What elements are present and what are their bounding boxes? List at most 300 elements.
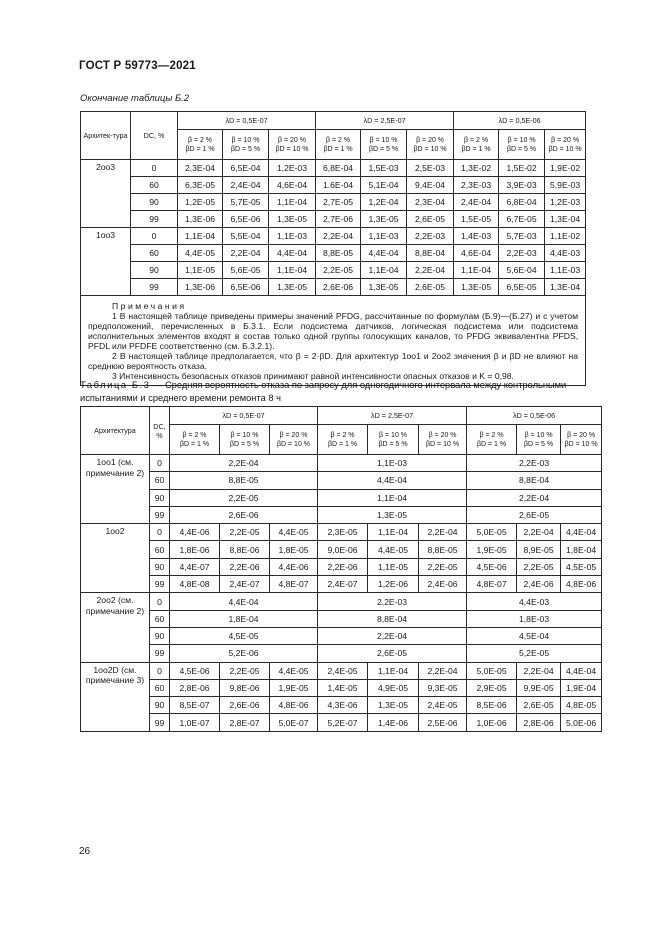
value-cell: 1,1E-05 bbox=[178, 262, 223, 279]
dc-cell: 60 bbox=[150, 541, 170, 558]
beta-header bbox=[316, 130, 361, 160]
value-cell: 1,1E-04 bbox=[269, 262, 316, 279]
dc-cell: 0 bbox=[131, 160, 178, 177]
value-cell: 9,3E-05 bbox=[419, 679, 467, 696]
value-cell: 5,5E-04 bbox=[223, 228, 269, 245]
value-cell: 2,3E-04 bbox=[178, 160, 223, 177]
value-cell: 2,2E-04 bbox=[170, 455, 318, 472]
table-row bbox=[81, 262, 586, 279]
value-cell: 1,2E-05 bbox=[178, 194, 223, 211]
dc-cell: 99 bbox=[131, 279, 178, 296]
value-cell: 1,8E-04 bbox=[561, 541, 602, 558]
table-row bbox=[81, 506, 602, 523]
value-cell: 4,4E-04 bbox=[170, 593, 318, 610]
value-cell: 6,8E-04 bbox=[316, 160, 361, 177]
value-cell: 2,4E-05 bbox=[419, 697, 467, 714]
value-cell: 4,4E-05 bbox=[178, 245, 223, 262]
beta-value: β = 20 % bbox=[416, 136, 445, 144]
value-cell: 1,1E-04 bbox=[318, 489, 467, 506]
beta-d-value: βD = 1 % bbox=[477, 440, 507, 448]
value-cell: 4,4E-07 bbox=[170, 558, 220, 575]
beta-header bbox=[223, 130, 269, 160]
value-cell: 2,2E-04 bbox=[419, 662, 467, 679]
value-cell: 2,2E-05 bbox=[316, 262, 361, 279]
value-cell: 2,2E-03 bbox=[407, 228, 454, 245]
lambda-group-header: λD = 0,5E-06 bbox=[467, 407, 602, 425]
value-cell: 6,7E-05 bbox=[499, 211, 545, 228]
value-cell: 2,4E-05 bbox=[318, 662, 368, 679]
lambda-group-header: λD = 2,5E-07 bbox=[316, 112, 454, 130]
value-cell: 2,6E-06 bbox=[316, 279, 361, 296]
table-b3-title: — Средняя вероятность отказа по запросу для одногодичного интервала между контрольными испытаниями и среднего времени ремонта 8 ч bbox=[80, 380, 567, 403]
beta-d-value: βD = 5 % bbox=[507, 145, 537, 153]
table-row bbox=[81, 679, 602, 696]
beta-header bbox=[467, 425, 517, 455]
dc-cell: 60 bbox=[150, 610, 170, 627]
table-row bbox=[81, 697, 602, 714]
value-cell: 2,2E-03 bbox=[318, 593, 467, 610]
beta-d-value: βD = 1 % bbox=[179, 440, 210, 448]
value-cell: 2,4E-07 bbox=[220, 576, 270, 593]
value-cell: 1,3E-04 bbox=[545, 211, 586, 228]
architecture-cell: 2oo3 bbox=[81, 160, 131, 228]
value-cell: 5,7E-05 bbox=[223, 194, 269, 211]
value-cell: 2,6E-05 bbox=[318, 645, 467, 662]
lambda-group-header: λD = 2,5E-07 bbox=[318, 407, 467, 425]
value-cell: 4,5E-06 bbox=[467, 558, 517, 575]
beta-d-value: βD = 10 % bbox=[277, 440, 311, 448]
value-cell: 6,3E-05 bbox=[178, 177, 223, 194]
value-cell: 2,4E-07 bbox=[318, 576, 368, 593]
value-cell: 1,1E-04 bbox=[368, 524, 419, 541]
value-cell: 1,3E-05 bbox=[368, 697, 419, 714]
value-cell: 4,4E-04 bbox=[269, 245, 316, 262]
value-cell: 3,9E-03 bbox=[499, 177, 545, 194]
beta-value: β = 2 % bbox=[182, 431, 207, 439]
beta-header bbox=[178, 130, 223, 160]
notes-row bbox=[81, 296, 586, 386]
table-row bbox=[81, 177, 586, 194]
value-cell: 4,4E-03 bbox=[545, 245, 586, 262]
dc-cell: 99 bbox=[150, 576, 170, 593]
note-2: 2 В настоящей таблице предполагается, что β = 2·βD. Для архитектур 1oo1 и 2oo2 значения β и βD не влияют на среднюю вероятность отказа. bbox=[88, 351, 579, 371]
beta-value: β = 2 % bbox=[464, 136, 489, 144]
value-cell: 2,2E-04 bbox=[316, 228, 361, 245]
value-cell: 1,3E-06 bbox=[178, 211, 223, 228]
value-cell: 5,6E-04 bbox=[499, 262, 545, 279]
value-cell: 2,6E-05 bbox=[467, 506, 602, 523]
beta-header bbox=[454, 130, 499, 160]
value-cell: 1,1E-03 bbox=[545, 262, 586, 279]
table-row bbox=[81, 524, 602, 541]
value-cell: 4,6E-04 bbox=[454, 245, 499, 262]
table-b3-caption bbox=[80, 379, 585, 404]
value-cell: 4,4E-05 bbox=[270, 662, 318, 679]
value-cell: 1,3E-02 bbox=[454, 160, 499, 177]
value-cell: 8,8E-04 bbox=[318, 610, 467, 627]
beta-d-value: βD = 1 % bbox=[327, 440, 358, 448]
beta-d-value: βD = 10 % bbox=[426, 440, 460, 448]
value-cell: 5,0E-05 bbox=[467, 524, 517, 541]
value-cell: 2,5E-03 bbox=[407, 160, 454, 177]
value-cell: 1,4E-05 bbox=[318, 679, 368, 696]
value-cell: 1,3E-05 bbox=[269, 279, 316, 296]
col-architecture-header: Архитек-тура bbox=[81, 112, 131, 160]
table-b2-end bbox=[80, 111, 586, 386]
value-cell: 2,7E-06 bbox=[316, 211, 361, 228]
value-cell: 5,0E-05 bbox=[467, 662, 517, 679]
value-cell: 5,0E-06 bbox=[561, 714, 602, 731]
value-cell: 4,4E-05 bbox=[368, 541, 419, 558]
value-cell: 2,4E-06 bbox=[517, 576, 561, 593]
value-cell: 8,8E-06 bbox=[220, 541, 270, 558]
value-cell: 2,4E-06 bbox=[419, 576, 467, 593]
value-cell: 1,2E-06 bbox=[368, 576, 419, 593]
architecture-cell: 2oo2 (см. примечание 2) bbox=[81, 593, 150, 662]
lambda-group-header: λD = 0,5E-07 bbox=[178, 112, 316, 130]
value-cell: 8,8E-05 bbox=[316, 245, 361, 262]
value-cell: 4,8E-06 bbox=[270, 697, 318, 714]
beta-d-value: βD = 1 % bbox=[461, 145, 491, 153]
table-row bbox=[81, 472, 602, 489]
value-cell: 2,6E-05 bbox=[407, 279, 454, 296]
value-cell: 1,5E-02 bbox=[499, 160, 545, 177]
value-cell: 1,8E-06 bbox=[170, 541, 220, 558]
value-cell: 1,4E-06 bbox=[368, 714, 419, 731]
value-cell: 1,5E-05 bbox=[454, 211, 499, 228]
value-cell: 4,5E-05 bbox=[170, 627, 318, 644]
value-cell: 8,5E-06 bbox=[467, 697, 517, 714]
beta-header bbox=[220, 425, 270, 455]
table-row bbox=[81, 558, 602, 575]
value-cell: 4,5E-05 bbox=[561, 558, 602, 575]
table-row bbox=[81, 662, 602, 679]
beta-header bbox=[269, 130, 316, 160]
value-cell: 1,3E-05 bbox=[361, 279, 407, 296]
dc-cell: 90 bbox=[150, 489, 170, 506]
value-cell: 1,0E-07 bbox=[170, 714, 220, 731]
value-cell: 2,2E-05 bbox=[170, 489, 318, 506]
beta-value: β = 20 % bbox=[279, 431, 308, 439]
dc-cell: 60 bbox=[131, 245, 178, 262]
value-cell: 9,9E-05 bbox=[517, 679, 561, 696]
value-cell: 2,2E-04 bbox=[517, 662, 561, 679]
value-cell: 2,3E-03 bbox=[454, 177, 499, 194]
beta-header bbox=[368, 425, 419, 455]
value-cell: 9,0E-06 bbox=[318, 541, 368, 558]
value-cell: 1,3E-05 bbox=[318, 506, 467, 523]
dc-cell: 0 bbox=[150, 524, 170, 541]
value-cell: 5,9E-03 bbox=[545, 177, 586, 194]
notes-title: Примечания bbox=[112, 301, 187, 311]
value-cell: 2,3E-05 bbox=[318, 524, 368, 541]
value-cell: 2,8E-06 bbox=[517, 714, 561, 731]
col-dc-header: DC, % bbox=[150, 407, 170, 455]
beta-value: β = 10 % bbox=[379, 431, 408, 439]
value-cell: 4,5E-06 bbox=[170, 662, 220, 679]
dc-cell: 90 bbox=[150, 558, 170, 575]
beta-d-value: βD = 10 % bbox=[413, 145, 447, 153]
dc-cell: 60 bbox=[150, 679, 170, 696]
value-cell: 6,8E-04 bbox=[499, 194, 545, 211]
value-cell: 1,1E-04 bbox=[361, 262, 407, 279]
value-cell: 6,5E-04 bbox=[223, 160, 269, 177]
beta-d-value: βD = 1 % bbox=[185, 145, 215, 153]
value-cell: 1,3E-06 bbox=[178, 279, 223, 296]
value-cell: 2,4E-04 bbox=[223, 177, 269, 194]
value-cell: 1,8E-03 bbox=[467, 610, 602, 627]
value-cell: 1,0E-06 bbox=[467, 714, 517, 731]
table-b3 bbox=[80, 406, 602, 732]
value-cell: 2,2E-03 bbox=[467, 455, 602, 472]
notes-cell bbox=[81, 296, 586, 386]
architecture-cell: 1oo3 bbox=[81, 228, 131, 296]
value-cell: 5,6E-05 bbox=[223, 262, 269, 279]
value-cell: 2,9E-05 bbox=[467, 679, 517, 696]
beta-header bbox=[318, 425, 368, 455]
table-row bbox=[81, 489, 602, 506]
beta-d-value: βD = 5 % bbox=[524, 440, 554, 448]
value-cell: 1,2E-03 bbox=[545, 194, 586, 211]
value-cell: 1,1E-04 bbox=[368, 662, 419, 679]
beta-d-value: βD = 5 % bbox=[229, 440, 260, 448]
beta-value: β = 10 % bbox=[507, 136, 536, 144]
value-cell: 5,1E-04 bbox=[361, 177, 407, 194]
value-cell: 4,8E-05 bbox=[561, 697, 602, 714]
beta-value: β = 10 % bbox=[369, 136, 398, 144]
value-cell: 8,8E-04 bbox=[407, 245, 454, 262]
architecture-cell: 1oo2 bbox=[81, 524, 150, 593]
col-dc-header: DC, % bbox=[131, 112, 178, 160]
table-b3-label: Таблица Б.3 bbox=[80, 380, 151, 390]
value-cell: 4,4E-06 bbox=[270, 558, 318, 575]
note-3: 3 Интенсивность безопасных отказов принимают равной интенсивности опасных отказов и K = 0,98. bbox=[112, 371, 514, 381]
col-architecture-header: Архитектура bbox=[81, 407, 150, 455]
beta-value: β = 2 % bbox=[187, 136, 213, 144]
value-cell: 2,8E-06 bbox=[170, 679, 220, 696]
value-cell: 6,5E-05 bbox=[499, 279, 545, 296]
value-cell: 1,3E-05 bbox=[361, 211, 407, 228]
value-cell: 1,2E-04 bbox=[361, 194, 407, 211]
beta-header bbox=[407, 130, 454, 160]
value-cell: 1,3E-05 bbox=[269, 211, 316, 228]
value-cell: 5,7E-03 bbox=[499, 228, 545, 245]
table-row bbox=[81, 627, 602, 644]
value-cell: 4,4E-06 bbox=[170, 524, 220, 541]
dc-cell: 99 bbox=[150, 506, 170, 523]
value-cell: 8,8E-04 bbox=[467, 472, 602, 489]
value-cell: 8,5E-07 bbox=[170, 697, 220, 714]
beta-d-value: βD = 5 % bbox=[368, 145, 399, 153]
table-row bbox=[81, 245, 586, 262]
beta-d-value: βD = 10 % bbox=[548, 145, 582, 153]
value-cell: 2,2E-04 bbox=[223, 245, 269, 262]
table-row bbox=[81, 645, 602, 662]
beta-header bbox=[361, 130, 407, 160]
value-cell: 4,8E-08 bbox=[170, 576, 220, 593]
page-number: 26 bbox=[79, 846, 91, 857]
value-cell: 4,4E-04 bbox=[561, 662, 602, 679]
dc-cell: 60 bbox=[131, 177, 178, 194]
beta-value: β = 10 % bbox=[230, 431, 259, 439]
value-cell: 4,8E-07 bbox=[467, 576, 517, 593]
architecture-cell: 1oo1 (см. примечание 2) bbox=[81, 455, 150, 524]
table-row bbox=[81, 194, 586, 211]
beta-value: β = 20 % bbox=[567, 431, 596, 439]
value-cell: 1,9E-02 bbox=[545, 160, 586, 177]
value-cell: 2,2E-06 bbox=[220, 558, 270, 575]
table-row bbox=[81, 211, 586, 228]
dc-cell: 0 bbox=[150, 662, 170, 679]
value-cell: 5,2E-05 bbox=[467, 645, 602, 662]
value-cell: 2,2E-03 bbox=[499, 245, 545, 262]
value-cell: 6,5E-06 bbox=[223, 211, 269, 228]
beta-header bbox=[499, 130, 545, 160]
dc-cell: 90 bbox=[131, 262, 178, 279]
value-cell: 1,8E-05 bbox=[270, 541, 318, 558]
table-row bbox=[81, 576, 602, 593]
note-1: 1 В настоящей таблице приведены примеры значений PFDG, рассчитанные по формулам (Б.9)—(Б.27) и с учетом предположений, перечисленных в Б.3.1. Если подсистема датчиков, логическая подсистема или подсистема исполнительных элементов входят в состав только одной группы голосующих каналов, то PFDG эквивалентна PFDS, PFDL или PFDFE соответственно (см. Б.3.2.1). bbox=[88, 311, 579, 351]
dc-cell: 99 bbox=[150, 645, 170, 662]
beta-d-value: βD = 10 % bbox=[275, 145, 309, 153]
table-row bbox=[81, 455, 602, 472]
value-cell: 2,6E-06 bbox=[170, 506, 318, 523]
table-row bbox=[81, 714, 602, 731]
beta-value: β = 10 % bbox=[524, 431, 553, 439]
value-cell: 1,1E-03 bbox=[269, 228, 316, 245]
standard-title: ГОСТ Р 59773—2021 bbox=[79, 60, 196, 72]
value-cell: 2,5E-06 bbox=[419, 714, 467, 731]
beta-value: β = 2 % bbox=[330, 431, 355, 439]
lambda-group-header: λD = 0,5E-06 bbox=[454, 112, 586, 130]
value-cell: 2,2E-04 bbox=[407, 262, 454, 279]
value-cell: 4,4E-03 bbox=[467, 593, 602, 610]
value-cell: 2,2E-04 bbox=[318, 627, 467, 644]
value-cell: 2,2E-05 bbox=[419, 558, 467, 575]
table-row bbox=[81, 610, 602, 627]
dc-cell: 99 bbox=[131, 211, 178, 228]
value-cell: 4,4E-04 bbox=[561, 524, 602, 541]
beta-d-value: βD = 5 % bbox=[378, 440, 408, 448]
value-cell: 1,9E-05 bbox=[467, 541, 517, 558]
value-cell: 2,2E-06 bbox=[318, 558, 368, 575]
table-row bbox=[81, 160, 586, 177]
value-cell: 5,2E-07 bbox=[318, 714, 368, 731]
value-cell: 8,8E-05 bbox=[170, 472, 318, 489]
value-cell: 2,3E-04 bbox=[407, 194, 454, 211]
dc-cell: 60 bbox=[150, 472, 170, 489]
value-cell: 1,5E-03 bbox=[361, 160, 407, 177]
value-cell: 4,4E-04 bbox=[361, 245, 407, 262]
dc-cell: 90 bbox=[150, 627, 170, 644]
value-cell: 1,1E-04 bbox=[269, 194, 316, 211]
value-cell: 4,5E-04 bbox=[467, 627, 602, 644]
beta-d-value: βD = 5 % bbox=[230, 145, 261, 153]
beta-d-value: βD = 1 % bbox=[323, 145, 353, 153]
beta-value: β = 20 % bbox=[428, 431, 457, 439]
value-cell: 8,9E-05 bbox=[517, 541, 561, 558]
value-cell: 1,1E-03 bbox=[318, 455, 467, 472]
value-cell: 2,2E-04 bbox=[419, 524, 467, 541]
value-cell: 4,4E-05 bbox=[270, 524, 318, 541]
value-cell: 4,8E-07 bbox=[270, 576, 318, 593]
table-row bbox=[81, 228, 586, 245]
value-cell: 1,1E-02 bbox=[545, 228, 586, 245]
value-cell: 1,2E-03 bbox=[269, 160, 316, 177]
value-cell: 9,4E-04 bbox=[407, 177, 454, 194]
beta-header bbox=[561, 425, 602, 455]
value-cell: 2,6E-06 bbox=[220, 697, 270, 714]
header-row bbox=[81, 112, 586, 130]
value-cell: 1,3E-04 bbox=[545, 279, 586, 296]
beta-header bbox=[419, 425, 467, 455]
value-cell: 2,6E-05 bbox=[517, 697, 561, 714]
beta-value: β = 20 % bbox=[551, 136, 580, 144]
beta-header bbox=[270, 425, 318, 455]
value-cell: 1,8E-04 bbox=[170, 610, 318, 627]
dc-cell: 90 bbox=[131, 194, 178, 211]
value-cell: 2,4E-04 bbox=[454, 194, 499, 211]
value-cell: 4,3E-06 bbox=[318, 697, 368, 714]
value-cell: 4,4E-04 bbox=[318, 472, 467, 489]
value-cell: 1,1E-03 bbox=[361, 228, 407, 245]
value-cell: 2,2E-05 bbox=[220, 524, 270, 541]
beta-d-value: βD = 10 % bbox=[564, 440, 598, 448]
value-cell: 2,2E-04 bbox=[517, 524, 561, 541]
value-cell: 4,9E-05 bbox=[368, 679, 419, 696]
beta-header bbox=[545, 130, 586, 160]
dc-cell: 0 bbox=[131, 228, 178, 245]
lambda-group-header: λD = 0,5E-07 bbox=[170, 407, 318, 425]
beta-value: β = 20 % bbox=[278, 136, 306, 144]
beta-value: β = 2 % bbox=[325, 136, 351, 144]
beta-value: β = 10 % bbox=[231, 136, 260, 144]
value-cell: 1,1E-04 bbox=[178, 228, 223, 245]
value-cell: 9,8E-06 bbox=[220, 679, 270, 696]
dc-cell: 90 bbox=[150, 697, 170, 714]
value-cell: 1.6E-04 bbox=[316, 177, 361, 194]
dc-cell: 0 bbox=[150, 455, 170, 472]
value-cell: 4,8E-06 bbox=[561, 576, 602, 593]
value-cell: 1,3E-05 bbox=[454, 279, 499, 296]
value-cell: 2,8E-07 bbox=[220, 714, 270, 731]
value-cell: 1,9E-05 bbox=[270, 679, 318, 696]
value-cell: 1,9E-04 bbox=[561, 679, 602, 696]
value-cell: 2,6E-05 bbox=[407, 211, 454, 228]
table-row bbox=[81, 541, 602, 558]
beta-header bbox=[517, 425, 561, 455]
beta-value: β = 2 % bbox=[479, 431, 504, 439]
value-cell: 4,6E-04 bbox=[269, 177, 316, 194]
dc-cell: 99 bbox=[150, 714, 170, 731]
table-row bbox=[81, 593, 602, 610]
table-row bbox=[81, 279, 586, 296]
table-b2-caption: Окончание таблицы Б.2 bbox=[80, 93, 190, 104]
beta-header bbox=[170, 425, 220, 455]
header-row bbox=[81, 407, 602, 425]
value-cell: 2,2E-04 bbox=[467, 489, 602, 506]
value-cell: 2,2E-05 bbox=[220, 662, 270, 679]
value-cell: 1,4E-03 bbox=[454, 228, 499, 245]
value-cell: 6,5E-06 bbox=[223, 279, 269, 296]
value-cell: 1,1E-04 bbox=[454, 262, 499, 279]
dc-cell: 0 bbox=[150, 593, 170, 610]
value-cell: 5,2E-06 bbox=[170, 645, 318, 662]
value-cell: 2,7E-05 bbox=[316, 194, 361, 211]
value-cell: 8,8E-05 bbox=[419, 541, 467, 558]
value-cell: 2,2E-05 bbox=[517, 558, 561, 575]
value-cell: 1,1E-05 bbox=[368, 558, 419, 575]
